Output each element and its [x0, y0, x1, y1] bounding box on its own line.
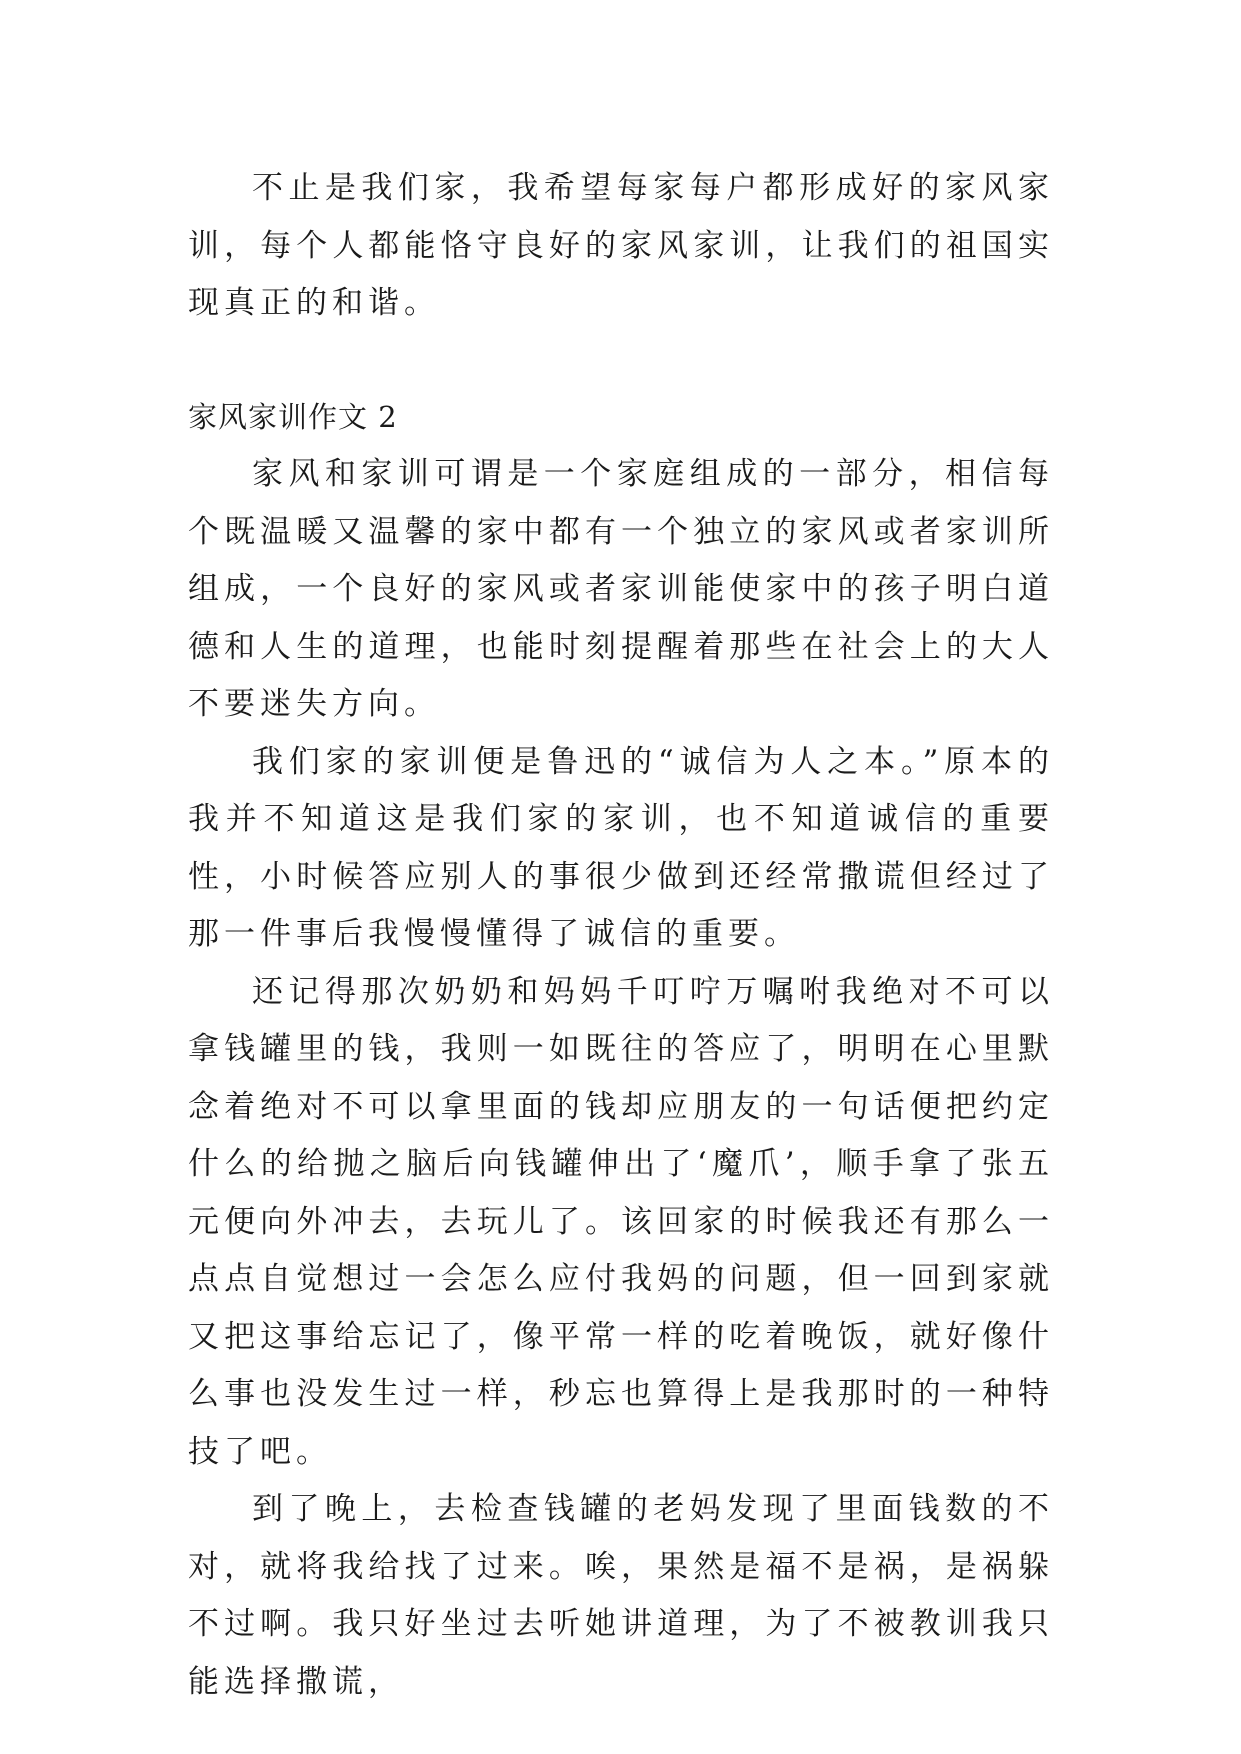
body-paragraph-1: 家风和家训可谓是一个家庭组成的一部分，相信每个既温暖又温馨的家中都有一个独立的家风或者家训所组成，一个良好的家风或者家训能使家中的孩子明白道德和人生的道理，也能时刻提醒着那些在社会上的大人不要迷失方向。 [188, 456, 1054, 722]
intro-paragraph: 不止是我们家，我希望每家每户都形成好的家风家训，每个人都能恪守良好的家风家训，让我们的祖国实现真正的和谐。 [188, 170, 1054, 321]
body-paragraph-4: 到了晚上，去检查钱罐的老妈发现了里面钱数的不对，就将我给找了过来。唉，果然是福不是祸，是祸躲不过啊。我只好坐过去听她讲道理，为了不被教训我只能选择撒谎， [188, 1491, 1054, 1700]
body-paragraph-2: 我们家的家训便是鲁迅的“诚信为人之本。”原本的我并不知道这是我们家的家训，也不知道诚信的重要性，小时候答应别人的事很少做到还经常撒谎但经过了那一件事后我慢慢懂得了诚信的重要。 [188, 743, 1054, 952]
body-paragraph-3: 还记得那次奶奶和妈妈千叮咛万嘱咐我绝对不可以拿钱罐里的钱，我则一如既往的答应了，明明在心里默念着绝对不可以拿里面的钱却应朋友的一句话便把约定什么的给抛之脑后向钱罐伸出了‘魔爪’，顺手拿了张五元便向外冲去，去玩儿了。该回家的时候我还有那么一点点自觉想过一会怎么应付我妈的问题，但一回到家就又把这事给忘记了，像平常一样的吃着晚饭，就好像什么事也没发生过一样，秒忘也算得上是我那时的一种特技了吧。 [188, 973, 1054, 1470]
section-title: 家风家训作文 2 [188, 399, 398, 434]
document-page [188, 160, 1054, 1711]
section-spacer [188, 333, 1054, 389]
